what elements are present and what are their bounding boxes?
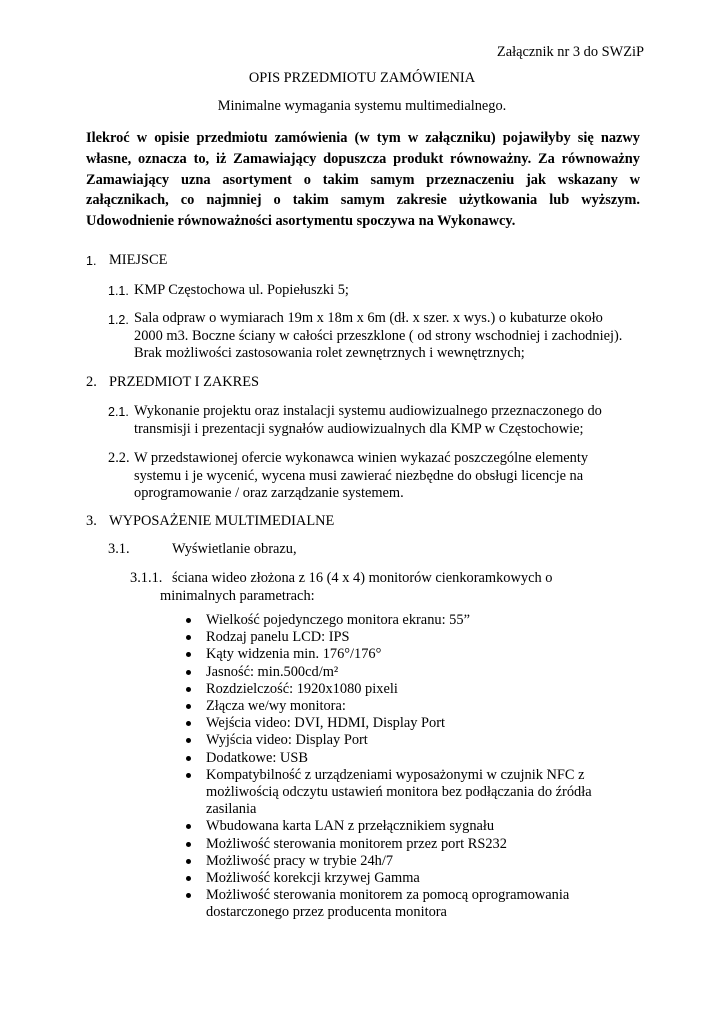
bullet-icon [186,704,191,709]
bullet-icon [186,842,191,847]
intro-line: załącznikach, co najmniej o takim samym zakresie użytkowania lub wyższym. [86,192,640,209]
bullet-icon [186,859,191,864]
bullet-icon [186,652,191,657]
list-item: Złącza we/wy monitora: [186,698,592,715]
bullet-icon [186,635,191,640]
item-3-1-1-text [160,570,553,605]
item-line: systemu i je wycenić, wycena musi zawierać niezbędne do obsługi licencje na [134,467,584,484]
bullet-icon [186,824,191,829]
list-item: Dodatkowe: USB [186,750,592,767]
item-1-1-text: KMP Częstochowa ul. Popiełuszki 5; [134,282,349,298]
annex-label: Załącznik nr 3 do SWZiP [496,44,644,60]
bullet-icon [186,893,191,898]
list-item: Wielkość pojedynczego monitora ekranu: 55” [186,612,592,629]
item-2-1-number: 2.1. [108,405,129,419]
item-1-2-number: 1.2. [108,313,129,327]
item-2-1-text [134,403,602,438]
item-line: ściana wideo złożona z 16 (4 x 4) monitorów cienkoramkowych o [172,570,553,586]
item-line: 2000 m3. Boczne ściany w całości przeszklone ( od strony wschodniej i zachodniej). [134,327,623,344]
item-3-1-1-number: 3.1.1. [130,570,163,586]
list-item: Kompatybilność z urządzeniami wyposażonymi w czujnik NFC z możliwością odczytu ustawień monitora bez podłączania do źródła zasilania [186,767,592,819]
list-item: Możliwość sterowania monitorem za pomocą oprogramowania dostarczonego przez producenta monitora [186,887,592,921]
bullet-icon [186,618,191,623]
list-item: Wbudowana karta LAN z przełącznikiem sygnału [186,818,592,835]
item-line: Sala odpraw o wymiarach 19m x 18m x 6m (dł. x szer. x wys.) o kubaturze około [134,310,603,326]
intro-line: Ilekroć w opisie przedmiotu zamówienia (w tym w załączniku) pojawiłyby się nazwy [86,130,640,146]
item-line: Wykonanie projektu oraz instalacji systemu audiowizualnego przeznaczonego do [134,403,602,419]
section-3-number: 3. [86,513,97,529]
item-line: minimalnych parametrach: [160,587,315,604]
list-item: Możliwość pracy w trybie 24h/7 [186,853,592,870]
item-line: oprogramowanie / oraz zarządzanie systemem. [134,485,404,501]
list-item: Możliwość korekcji krzywej Gamma [186,870,592,887]
list-item: Jasność: min.500cd/m² [186,664,592,681]
item-line: W przedstawionej ofercie wykonawca winien wykazać poszczególne elementy [134,450,589,466]
section-1-title: MIEJSCE [109,252,168,268]
bullet-icon [186,756,191,761]
bullet-icon [186,876,191,881]
item-1-1-number: 1.1. [108,284,129,298]
list-item: Wyjścia video: Display Port [186,732,592,749]
document-subtitle: Minimalne wymagania systemu multimedialnego. [217,98,507,114]
bullet-icon [186,773,191,778]
section-2-number: 2. [86,374,97,390]
document-title: OPIS PRZEDMIOTU ZAMÓWIENIA [248,70,476,86]
equivalence-clause [86,128,640,232]
bullet-icon [186,670,191,675]
item-2-2-number: 2.2. [108,450,130,466]
bullet-icon [186,738,191,743]
intro-line: Zamawiający uzna asortyment o takim samym przeznaczeniu jak wskazany w [86,171,640,188]
item-line: Brak możliwości zastosowania rolet zewnętrznych i wewnętrznych; [134,345,525,361]
list-item: Możliwość sterowania monitorem przez port RS232 [186,836,592,853]
section-2-title: PRZEDMIOT I ZAKRES [109,374,260,390]
bullet-icon [186,687,191,692]
bullet-icon [186,721,191,726]
item-3-1-number: 3.1. [108,541,130,557]
item-3-1-text: Wyświetlanie obrazu, [172,541,297,557]
monitor-parameters-list [186,612,592,922]
list-item: Rozdzielczość: 1920x1080 pixeli [186,681,592,698]
list-item: Wejścia video: DVI, HDMI, Display Port [186,715,592,732]
intro-line: Udowodnienie równoważności asortymentu spoczywa na Wykonawcy. [86,213,516,230]
item-1-2-text [134,310,622,363]
section-3-title: WYPOSAŻENIE MULTIMEDIALNE [109,513,335,529]
item-2-2-text [134,450,588,503]
item-line: transmisji i prezentacji sygnałów audiowizualnych dla KMP w Częstochowie; [134,420,584,437]
list-item: Rodzaj panelu LCD: IPS [186,629,592,646]
list-item: Kąty widzenia min. 176°/176° [186,646,592,663]
intro-line: własne, oznacza to, iż Zamawiający dopuszcza produkt równoważny. Za równoważny [86,150,640,167]
section-1-number: 1. [86,254,97,268]
